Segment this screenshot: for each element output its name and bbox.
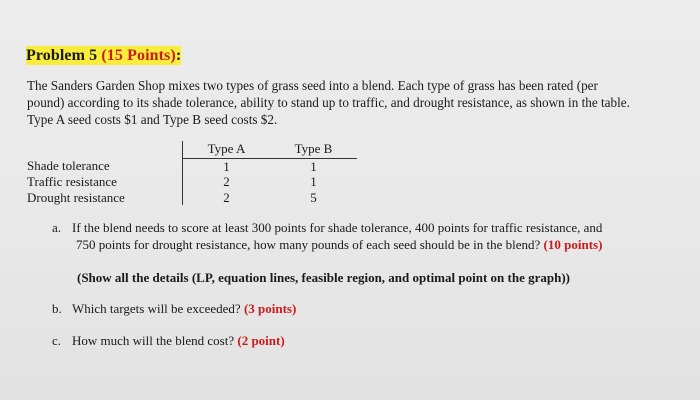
problem-title: [26, 47, 181, 65]
header-type-b: Type B: [270, 141, 357, 158]
question-b-marker: b.: [52, 301, 62, 316]
table-row: [27, 190, 357, 206]
rating-table: [27, 141, 357, 205]
cell-type-a: 2: [183, 190, 271, 206]
question-b-points: (3 points): [243, 301, 297, 316]
question-c: [52, 332, 285, 349]
question-b: [52, 300, 296, 317]
question-c-points: (2 point): [237, 333, 285, 348]
question-a-line-2: 750 points for drought resistance, how many pounds of each seed should be in the blend?: [76, 237, 541, 252]
question-a-points: (10 points): [543, 237, 603, 252]
question-a: [52, 219, 692, 253]
row-label: Traffic resistance: [27, 174, 117, 189]
intro-line-2: pound) according to its shade tolerance, ability to stand up to traffic, and drought resistance, as shown in the table.: [27, 95, 630, 110]
row-label: Shade tolerance: [27, 158, 110, 173]
question-a-marker: a.: [52, 220, 62, 235]
problem-intro: [27, 77, 697, 128]
header-empty-cell: [27, 141, 183, 158]
table-row: [27, 158, 357, 174]
header-type-a: Type A: [183, 141, 271, 158]
intro-line-3: Type A seed costs $1 and Type B seed costs $2.: [27, 112, 278, 127]
cell-type-b: 1: [310, 158, 317, 174]
cell-type-a: 2: [183, 174, 271, 190]
problem-label: Problem 5: [26, 47, 98, 64]
table-header-row: [27, 141, 357, 158]
cell-type-a: 1: [183, 158, 271, 174]
question-c-marker: c.: [52, 333, 62, 348]
problem-points: (15 Points): [101, 47, 176, 64]
highlighted-title: [26, 46, 181, 65]
question-a-line-1: If the blend needs to score at least 300 points for shade tolerance, 400 points for traffic resistance, and: [72, 220, 603, 235]
cell-type-b: 5: [310, 189, 317, 205]
cell-type-b: 1: [310, 174, 317, 189]
table-row: [27, 174, 357, 190]
question-b-text: Which targets will be exceeded?: [72, 301, 241, 316]
question-a-note: (Show all the details (LP, equation lines, feasible region, and optimal point on the graph)): [77, 270, 570, 285]
question-c-text: How much will the blend cost?: [72, 333, 235, 348]
title-colon: :: [175, 47, 182, 64]
intro-line-1: The Sanders Garden Shop mixes two types of grass seed into a blend. Each type of grass has been rated (per: [27, 78, 598, 93]
row-label: Drought resistance: [27, 189, 125, 205]
